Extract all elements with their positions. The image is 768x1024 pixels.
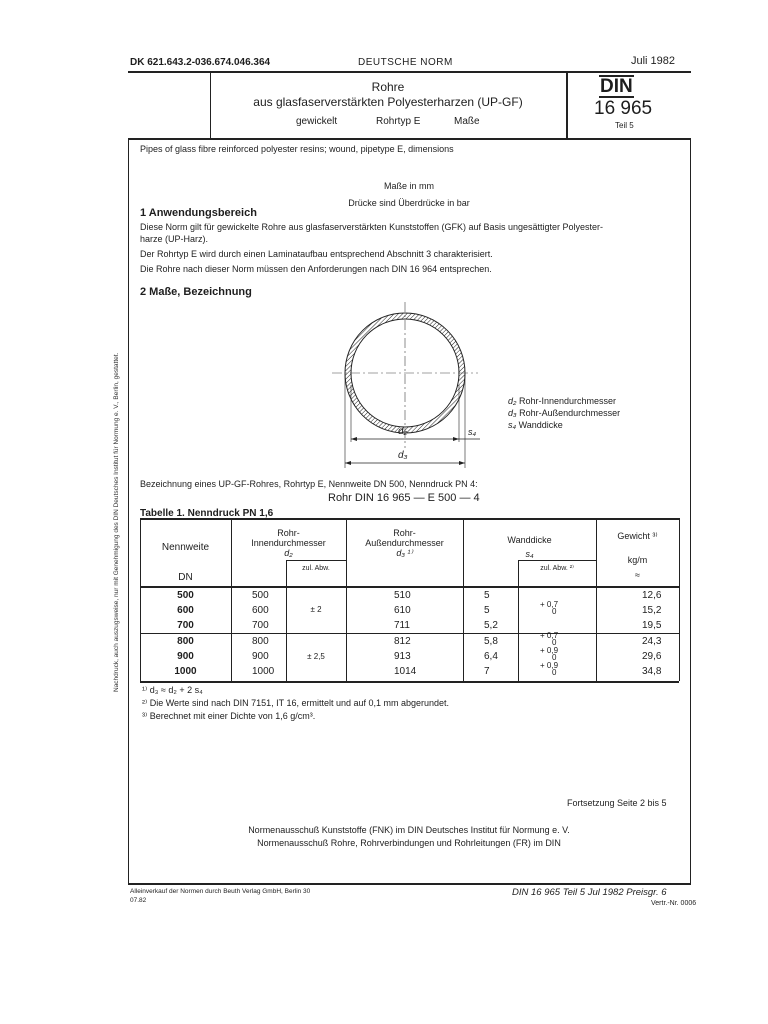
figure-label-d2: d₂	[398, 426, 408, 437]
th-rohr-aussen-2: Außendurchmesser	[365, 538, 444, 548]
designation-line-1: Bezeichnung eines UP-GF-Rohres, Rohrtyp E, Nennweite DN 500, Nenndruck PN 4:	[140, 479, 478, 489]
table-rule-group	[140, 633, 679, 634]
din-logo	[599, 75, 634, 98]
section-1-para-3: Die Rohre nach dieser Norm müssen den Anforderungen nach DIN 16 964 entsprechen.	[140, 264, 492, 274]
arrow-d2-right	[453, 437, 459, 441]
legend-s4	[508, 420, 563, 430]
tol-s4-row-800	[540, 632, 558, 646]
legend-d2-symbol: d₂	[508, 396, 517, 406]
units-mm: Maße in mm	[383, 181, 434, 191]
th-rohr-innen-1: Rohr-	[277, 528, 300, 538]
th-d3: d₃ ¹⁾	[396, 548, 413, 558]
th-nennweite: Nennweite	[161, 542, 210, 553]
tol-zero: 0	[552, 607, 557, 616]
th-d2: d₂	[284, 548, 293, 558]
th-zul-abw-d2: zul. Abw.	[302, 565, 330, 572]
subtitle-masse: Maße	[454, 116, 480, 127]
cell-d2: 800	[252, 636, 269, 647]
cell-dn: 700	[177, 620, 194, 631]
footnote-3: ³⁾ Berechnet mit einer Dichte von 1,6 g/cm³.	[142, 711, 316, 721]
cell-d2: 700	[252, 620, 269, 631]
cell-gewicht: 15,2	[642, 605, 662, 616]
tol-zero: 0	[552, 638, 557, 647]
norm-label: DEUTSCHE NORM	[358, 57, 453, 68]
cell-d2: 500	[252, 590, 269, 601]
cell-d3: 913	[394, 651, 411, 662]
tol-plus: + 0,9	[540, 646, 559, 655]
tol-s4-row-1000	[540, 662, 558, 676]
th-kgm: kg/m	[627, 555, 648, 565]
table-rule-zul-d2	[286, 560, 346, 561]
header-rule-bottom	[128, 138, 691, 140]
cell-d3: 610	[394, 605, 411, 616]
frame-left	[128, 138, 129, 883]
committee-line-1: Normenausschuß Kunststoffe (FNK) im DIN Deutsches Institut für Normung e. V.	[248, 825, 570, 835]
units-pressure: Drücke sind Überdrücke in bar	[348, 198, 470, 208]
legend-d3-text: Rohr-Außendurchmesser	[519, 408, 621, 418]
cell-s4: 7	[484, 666, 490, 677]
cell-d2: 1000	[252, 666, 275, 677]
subtitle-gewickelt: gewickelt	[296, 116, 338, 127]
english-title: Pipes of glass fibre reinforced polyester resins; wound, pipetype E, dimensions	[140, 144, 454, 154]
designation-line-2: Rohr DIN 16 965 — E 500 — 4	[328, 492, 480, 504]
dk-classification: DK 621.643.2-036.674.046.364	[130, 57, 271, 68]
table-rule-header	[140, 586, 679, 588]
th-approx: ≈	[635, 570, 640, 580]
section-2-heading: 2 Maße, Bezeichnung	[140, 286, 252, 298]
cell-d2: 900	[252, 651, 269, 662]
cell-d3: 711	[394, 620, 410, 631]
cell-s4: 5	[484, 590, 490, 601]
section-1-para-1b: harze (UP-Harz).	[140, 234, 209, 244]
section-1-para-2: Der Rohrtyp E wird durch einen Laminataufbau entsprechend Abschnitt 3 charakterisiert.	[140, 249, 493, 259]
tol-zero: 0	[552, 653, 557, 662]
title-line-2: aus glasfaserverstärkten Polyesterharzen (UP-GF)	[253, 95, 523, 109]
cell-gewicht: 12,6	[642, 590, 662, 601]
legend-d2-text: Rohr-Innendurchmesser	[518, 396, 616, 406]
title-line-1: Rohre	[371, 80, 405, 94]
cell-s4: 5,2	[484, 620, 498, 631]
cell-dn: 600	[177, 605, 194, 616]
footer-publisher: Alleinverkauf der Normen durch Beuth Verlag GmbH, Berlin 30	[130, 888, 311, 895]
arrow-d3-left	[345, 461, 351, 465]
th-zul-abw-s4: zul. Abw. ²⁾	[540, 565, 574, 572]
pipe-cross-section-figure	[320, 290, 510, 475]
tol-plus: + 0,7	[540, 600, 559, 609]
table-caption: Tabelle 1. Nenndruck PN 1,6	[140, 508, 274, 519]
section-1-heading: 1 Anwendungsbereich	[140, 207, 257, 219]
th-rohr-aussen-1: Rohr-	[393, 528, 416, 538]
tol-s4-row-600	[540, 601, 558, 615]
tol-d2-group-1: ± 2	[310, 605, 322, 614]
table-rule-zul-s4	[518, 560, 596, 561]
margin-reprint-note: Nachdruck, auch auszugsweise, nur mit Genehmigung des DIN Deutsches Institut für Normung e. V., Berlin, gestattet.	[113, 352, 120, 692]
cell-d3: 510	[394, 590, 411, 601]
legend-s4-text: Wanddicke	[518, 420, 563, 430]
legend-d2	[508, 396, 616, 406]
cell-s4: 5,8	[484, 636, 498, 647]
table-col-3b	[518, 560, 519, 681]
th-wanddicke: Wanddicke	[507, 535, 552, 545]
table-col-right	[679, 518, 680, 681]
figure-label-s4: s₄	[468, 427, 477, 437]
footer-vertr-nr: Vertr.-Nr. 0006	[651, 900, 697, 907]
subtitle-rohrtyp: Rohrtyp E	[376, 116, 421, 127]
table-rule-top	[140, 518, 679, 520]
legend-s4-symbol: s₄	[508, 420, 517, 430]
tol-zero: 0	[552, 668, 557, 677]
tol-plus: + 0,7	[540, 631, 559, 640]
cell-dn: 800	[177, 636, 194, 647]
tol-d2-group-2: ± 2,5	[307, 652, 325, 661]
arrow-d2-left	[351, 437, 357, 441]
cell-s4: 6,4	[484, 651, 498, 662]
continuation-note: Fortsetzung Seite 2 bis 5	[567, 798, 667, 808]
figure-label-d3: d₃	[398, 450, 408, 461]
din-number: 16 965	[594, 98, 653, 119]
footnote-1: ¹⁾ d₃ ≈ d₂ + 2 s₄	[142, 685, 203, 695]
tol-s4-row-900	[540, 647, 558, 661]
table-rule-bottom	[140, 681, 679, 683]
cell-d3: 812	[394, 636, 411, 647]
table-col-1b	[286, 560, 287, 681]
issue-date: Juli 1982	[631, 55, 676, 67]
cell-s4: 5	[484, 605, 490, 616]
footnote-2: ²⁾ Die Werte sind nach DIN 7151, IT 16, ermittelt und auf 0,1 mm abgerundet.	[142, 698, 450, 708]
frame-right	[690, 138, 691, 883]
th-rohr-innen-2: Innendurchmesser	[251, 538, 326, 548]
section-1-para-1a: Diese Norm gilt für gewickelte Rohre aus glasfaserverstärkten Kunststoffen (GFK) auf Basis ungesättigter Polyester-	[140, 222, 604, 232]
th-s4: s₄	[525, 549, 534, 559]
cell-dn: 1000	[174, 666, 197, 677]
teil-label: Teil 5	[615, 121, 634, 130]
committee-line-2: Normenausschuß Rohre, Rohrverbindungen und Rohrleitungen (FR) im DIN	[257, 838, 561, 848]
footer-rule	[128, 883, 691, 885]
th-gewicht: Gewicht ³⁾	[617, 531, 658, 541]
cell-gewicht: 19,5	[642, 620, 662, 631]
legend-d3	[508, 408, 620, 418]
tol-plus: + 0,9	[540, 661, 559, 670]
cell-gewicht: 24,3	[642, 636, 662, 647]
din-logo-text: DIN	[600, 76, 633, 97]
cell-dn: 500	[177, 590, 194, 601]
footer-din-ref: DIN 16 965 Teil 5 Jul 1982 Preisgr. 6	[512, 887, 667, 898]
table-col-4	[596, 518, 597, 681]
arrow-d3-right	[459, 461, 465, 465]
cell-gewicht: 29,6	[642, 651, 662, 662]
cell-dn: 900	[177, 651, 194, 662]
cell-d2: 600	[252, 605, 269, 616]
footer-print-date: 07.82	[130, 897, 147, 904]
cell-gewicht: 34,8	[642, 666, 662, 677]
header-rule-top	[128, 71, 691, 73]
cell-d3: 1014	[394, 666, 417, 677]
th-dn: DN	[178, 572, 193, 583]
header-divider-right	[566, 71, 568, 138]
legend-d3-symbol: d₃	[508, 408, 517, 418]
